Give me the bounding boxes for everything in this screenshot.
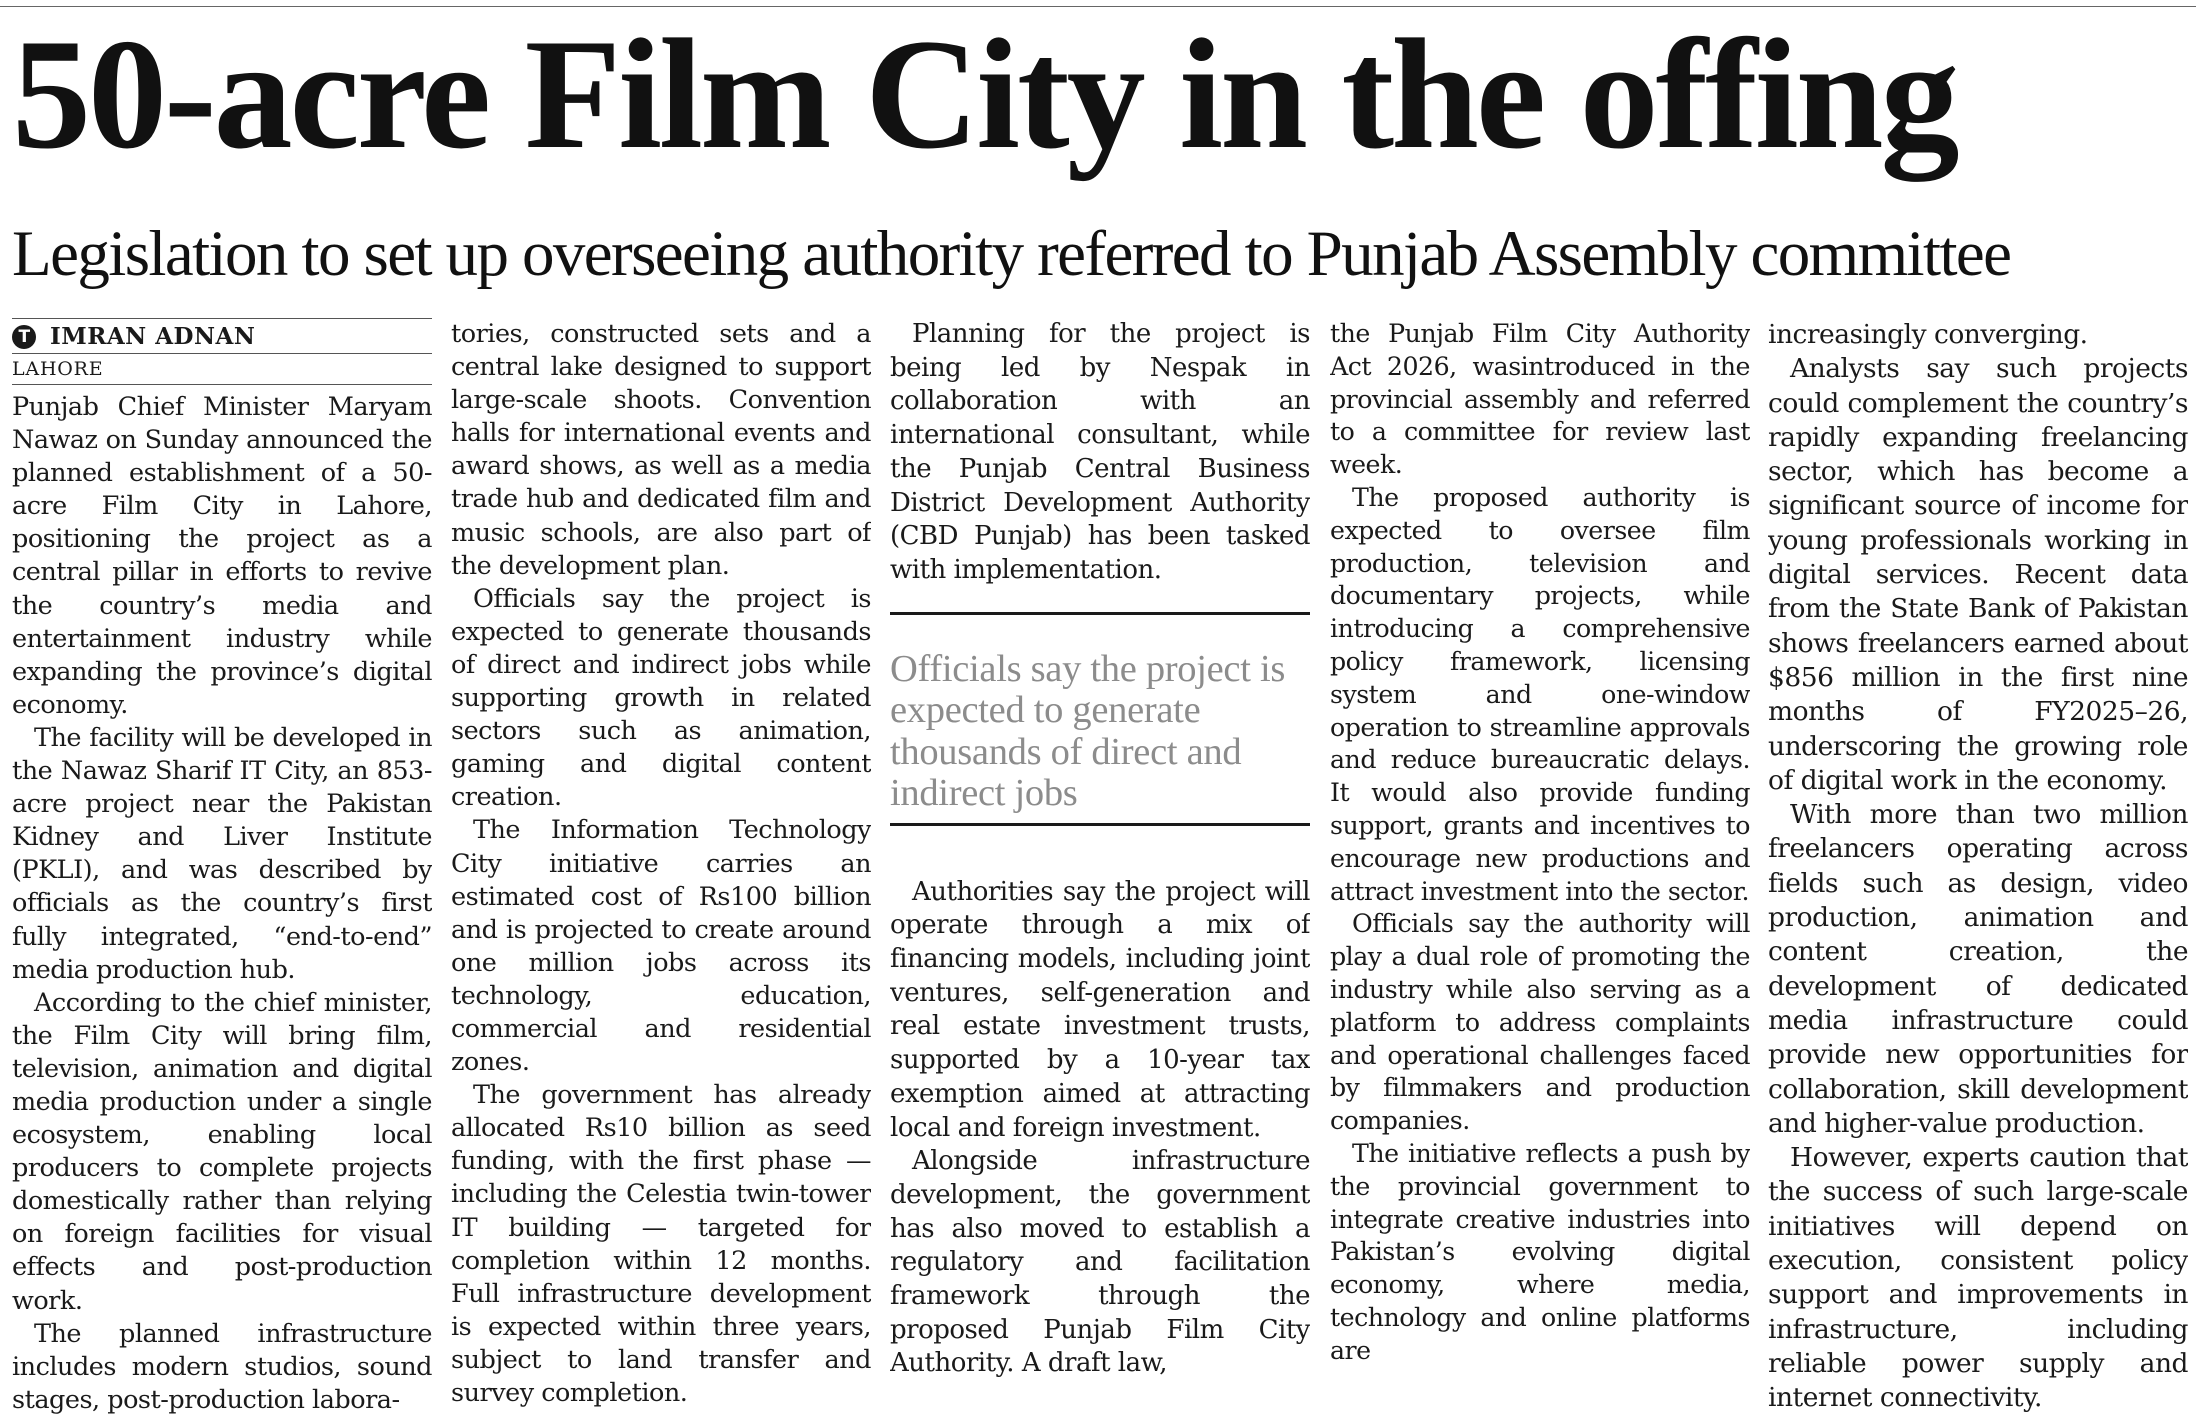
pull-quote xyxy=(890,612,1310,826)
paragraph: Alongside infrastructure development, the government has also moved to establish a regulatory and facilitation framework through the proposed Punjab Film City Authority. A draft law, xyxy=(890,1146,1310,1379)
article-column-4 xyxy=(1330,318,1750,1418)
paragraph: The facility will be developed in the Nawaz Sharif IT City, an 853-acre project near the Pakistan Kidney and Liver Institute (PKLI), and was described by officials as the country’s first fully integrated, “end-to-end” media production hub. xyxy=(12,722,432,985)
paragraph: the Punjab Film City Authority Act 2026, wasintroduced in the provincial assembly and referred to a committee for review last week. xyxy=(1330,319,1750,480)
paragraph: Punjab Chief Minister Maryam Nawaz on Sunday announced the planned establishment of a 50-acre Film City in Lahore, positioning the project as a central pillar in efforts to revive the country’s media and entertainment industry while expanding the province’s digital economy. xyxy=(12,392,432,720)
paragraph: However, experts caution that the success of such large-scale initiatives will depend on execution, consistent policy support and improvements in infrastructure, including reliable power supply and internet connectivity. xyxy=(1768,1142,2188,1414)
byline-row xyxy=(12,321,432,354)
paragraph: increasingly converging. xyxy=(1768,319,2088,350)
paragraph: The Information Technology City initiative carries an estimated cost of Rs100 billion and is projected to create around one million jobs across its technology, education, commercial and residential zones. xyxy=(451,815,871,1078)
headline: 50-acre Film City in the offing xyxy=(12,7,1957,182)
byline xyxy=(12,318,432,385)
publication-logo-icon: T xyxy=(12,325,36,349)
paragraph: tories, constructed sets and a central lake designed to support large-scale shoots. Convention halls for international events and award shows, as well as a media trade hub and dedicated film and music schools, are also part of the development plan. xyxy=(451,319,871,581)
author-name: IMRAN ADNAN xyxy=(50,323,256,351)
paragraph: The initiative reflects a push by the provincial government to integrate creative industries into Pakistan’s evolving digital economy, where media, technology and online platforms are xyxy=(1330,1138,1750,1365)
paragraph: The proposed authority is expected to oversee film production, television and documentary projects, while introducing a comprehensive policy framework, licensing system and one-window operation to streamline approvals and reduce bureaucratic delays. It would also provide funding support, grants and incentives to encourage new productions and attract investment into the sector. xyxy=(1330,482,1750,906)
article-column-3 xyxy=(890,318,1310,1418)
paragraph: The government has already allocated Rs10 billion as seed funding, with the first phase — including the Celestia twin-tower IT building — targeted for completion within 12 months. Full infrastructure development is expected within three years, subject to land transfer and survey completion. xyxy=(451,1080,871,1408)
paragraph: The planned infrastructure includes modern studios, sound stages, post-production labora- xyxy=(12,1318,432,1415)
paragraph: Analysts say such projects could complement the country’s rapidly expanding freelancing sector, which has become a significant source of income for young professionals working in digital services. Recent data from the State Bank of Pakistan shows freelancers earned about $856 million in the first nine months of FY2025–26, underscoring the growing role of digital work in the economy. xyxy=(1768,353,2188,796)
subheadline: Legislation to set up overseeing authority referred to Punjab Assembly committee xyxy=(12,218,2011,290)
dateline: LAHORE xyxy=(12,358,104,380)
paragraph: Planning for the project is being led by Nespak in collaboration with an international consultant, while the Punjab Central Business District Development Authority (CBD Punjab) has been tasked with implementation. xyxy=(890,319,1310,585)
paragraph: Authorities say the project will operate through a mix of financing models, including joint ventures, self-generation and real estate investment trusts, supported by a 10-year tax exemption aimed at attracting local and foreign investment. xyxy=(890,876,1310,1143)
paragraph: Officials say the project is expected to generate thousands of direct and indirect jobs while supporting growth in related sectors such as animation, gaming and digital content creation. xyxy=(451,583,871,813)
pull-quote-text: Officials say the project is expected to generate thousands of direct and indirect jobs xyxy=(890,647,1286,815)
paragraph: According to the chief minister, the Film City will bring film, television, animation and digital media production under a single ecosystem, enabling local producers to complete projects domestically rather than relying on foreign facilities for visual effects and post-production work. xyxy=(12,987,432,1316)
column-body xyxy=(12,391,432,1417)
article-column-1 xyxy=(12,318,432,1418)
article-column-2 xyxy=(451,318,871,1418)
article-column-5 xyxy=(1768,318,2188,1418)
paragraph: With more than two million freelancers operating across fields such as design, video production, animation and content creation, the development of dedicated media infrastructure could provide new opportunities for collaboration, skill development and higher-value production. xyxy=(1768,799,2188,1139)
paragraph: Officials say the authority will play a dual role of promoting the industry while also serving as a platform to address complaints and operational challenges faced by filmmakers and production companies. xyxy=(1330,909,1750,1136)
column-body xyxy=(890,876,1310,1382)
